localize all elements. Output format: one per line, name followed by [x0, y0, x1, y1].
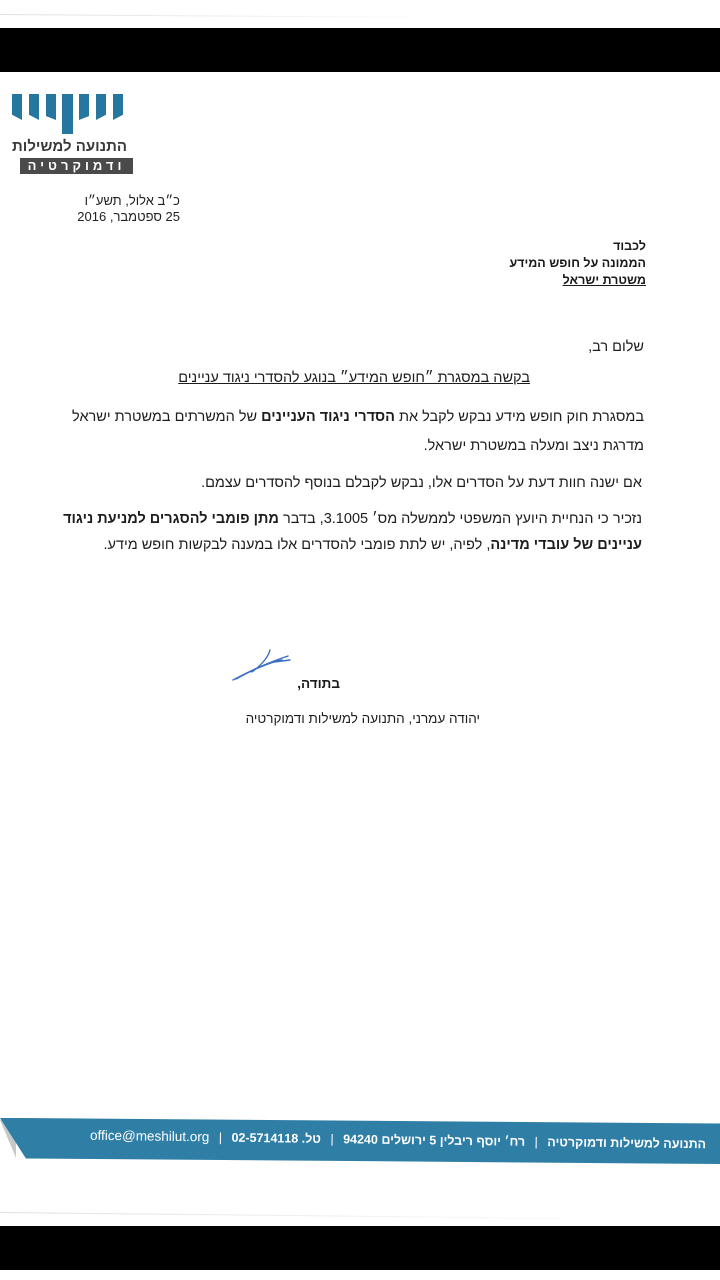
date-hebrew: כ״ב אלול, תשע״ו: [84, 193, 180, 208]
footer-email[interactable]: office@meshilut.org: [89, 1127, 210, 1145]
signature-icon: [230, 646, 292, 686]
logo-name-line1: התנועה למשילות: [12, 138, 127, 155]
paragraph-text: במסגרת חוק חופש מידע נבקש לקבל את: [394, 409, 644, 425]
paragraph-bold-text: מתן פומבי להסגרים למניעת ניגוד עניינים של עובדי מדינה: [63, 511, 642, 553]
greeting: שלום רב,: [588, 339, 644, 355]
bottom-black-bar: [0, 1226, 720, 1270]
recipient-block: [509, 238, 646, 289]
recipient-to: לכבוד: [613, 239, 646, 253]
logo-bars-icon: [10, 92, 128, 136]
paragraph-text: של המשרתים במשטרת ישראל מדרגת ניצב ומעלה במשטרת ישראל.: [72, 409, 644, 454]
logo-name-line2: ודמוקרטיה: [20, 158, 133, 174]
organization-logo: [10, 92, 130, 173]
subject-line: בקשה במסגרת ״חופש המידע״ בנוגע להסדרי ניגוד עניינים: [178, 370, 530, 386]
date-gregorian: 25 ספטמבר, 2016: [77, 209, 180, 224]
letterhead-footer: [0, 1118, 720, 1164]
closing: בתודה,: [297, 676, 340, 691]
letter-date: [70, 193, 180, 225]
paragraph-request: [44, 403, 644, 461]
paper-crease: [0, 1212, 560, 1219]
footer-separator: |: [330, 1132, 334, 1147]
signer: יהודה עמרני, התנועה למשילות ודמוקרטיה: [245, 711, 480, 726]
footer-phone: טל. 02-5714118: [231, 1130, 321, 1146]
footer-org: התנועה למשילות ודמוקרטיה: [547, 1135, 707, 1152]
paragraph-opinion: אם ישנה חוות דעת על הסדרים אלו, נבקש לקבלם בנוסף להסדרים עצמם.: [201, 475, 642, 491]
paragraph-text: נזכיר כי הנחיית היועץ המשפטי לממשלה מס׳ 3.1005, בדבר: [278, 511, 642, 527]
top-black-bar: [0, 28, 720, 72]
footer-address: רח׳ יוסף ריבלין 5 ירושלים 94240: [342, 1132, 526, 1149]
footer-separator: |: [534, 1134, 538, 1149]
footer-separator: |: [218, 1130, 223, 1145]
paragraph-bold-text: הסדרי ניגוד העניינים: [261, 409, 395, 425]
recipient-organization: משטרת ישראל: [562, 273, 646, 287]
paragraph-guideline: [42, 506, 642, 558]
paper-crease: [0, 14, 410, 18]
paragraph-text: , לפיה, יש לתת פומבי להסדרים אלו במענה לבקשות חופש מידע.: [103, 537, 491, 553]
recipient-title: הממונה על חופש המידע: [509, 256, 646, 270]
